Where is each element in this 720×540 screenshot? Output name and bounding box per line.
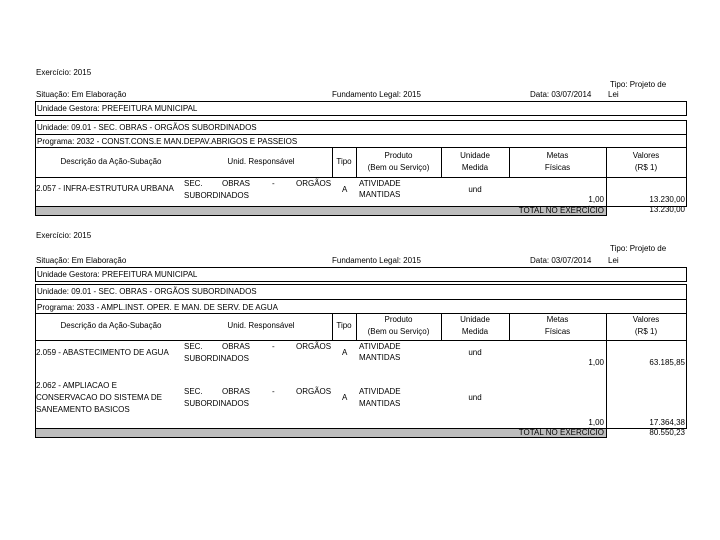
row-resp-a: SEC. [184,342,203,351]
header-descricao: Descrição da Ação-Subação [60,157,162,166]
row-tipo: A [342,185,348,194]
total-value: 80.550,23 [649,428,685,437]
row-valores: 17.364,38 [649,418,685,427]
header-produto-2: (Bem ou Serviço) [367,327,430,336]
row-produto-2: MANTIDAS [359,399,401,408]
row-unidade: und [468,348,482,357]
row-descricao-line-1: 2.062 - AMPLIACAO E [36,381,117,390]
unidade-box [35,120,687,134]
row-descricao-line-3: SANEAMENTO BASICOS [36,405,130,414]
header-metas-1: Metas [546,315,569,324]
header-metas-1: Metas [546,151,569,160]
header-tipo: Tipo [336,157,352,166]
row-resp-a: SEC. [184,387,203,396]
fundamento-label: Fundamento Legal: 2015 [332,90,421,99]
row-resp-a: SEC. [184,179,203,188]
grid-line [35,177,687,178]
grid-line [606,428,687,429]
data-label: Data: 03/07/2014 [530,256,592,265]
header-tipo: Tipo [336,321,352,330]
row-resp-d: ORGÃOS [296,342,332,351]
header-valores-1: Valores [632,151,660,160]
situacao-label: Situação: Em Elaboração [36,90,127,99]
header-metas-2: Físicas [544,163,571,172]
header-unid-resp: Unid. Responsável [227,157,295,166]
row-produto-1: ATIVIDADE [359,179,401,188]
unidade-gestora-label: Unidade Gestora: PREFEITURA MUNICIPAL [37,104,198,113]
row-descricao: 2.057 - INFRA-ESTRUTURA URBANA [36,184,174,193]
situacao-label: Situação: Em Elaboração [36,256,127,265]
row-produto-2: MANTIDAS [359,190,401,199]
grid-line [606,206,687,207]
row-metas: 1,00 [588,358,604,367]
header-descricao: Descrição da Ação-Subação [60,321,162,330]
header-unidade-1: Unidade [460,315,490,324]
data-label: Data: 03/07/2014 [530,90,592,99]
header-valores-1: Valores [632,315,660,324]
fundamento-label: Fundamento Legal: 2015 [332,256,421,265]
row-metas: 1,00 [588,195,604,204]
row-produto-2: MANTIDAS [359,353,401,362]
row-resp-b: OBRAS [222,342,251,351]
header-produto-1: Produto [384,315,413,324]
row-resp-b: OBRAS [222,179,251,188]
row-tipo: A [342,348,348,357]
unidade-gestora-box [35,101,687,116]
row-resp-c: - [272,387,275,396]
unidade-gestora-label: Unidade Gestora: PREFEITURA MUNICIPAL [37,270,198,279]
total-label: TOTAL NO EXERCÍCIO [518,206,604,215]
programa-box [35,134,687,148]
grid-line [35,340,687,341]
row-descricao-line-2: CONSERVACAO DO SISTEMA DE [36,393,162,402]
row-resp-b: OBRAS [222,387,251,396]
row-valores: 13.230,00 [649,195,685,204]
row-descricao: 2.059 - ABASTECIMENTO DE AGUA [36,348,169,357]
header-unid-resp: Unid. Responsável [227,321,295,330]
programa-box [35,299,687,314]
unidade-box [35,284,687,299]
total-bar [35,206,607,216]
total-value: 13.230,00 [649,205,685,214]
header-valores-2: (R$ 1) [634,327,658,336]
unidade-label: Unidade: 09.01 - SEC. OBRAS - ORGÃOS SUBORDINADOS [37,123,257,132]
row-resp-c: - [272,342,275,351]
tipo-label: Tipo: Projeto de [610,244,667,253]
row-resp-d: ORGÃOS [296,387,332,396]
header-unidade-1: Unidade [460,151,490,160]
row-tipo: A [342,393,348,402]
total-label: TOTAL NO EXERCÍCIO [518,428,604,437]
header-valores-2: (R$ 1) [634,163,658,172]
row-unidade: und [468,185,482,194]
lei-label: Lei [608,90,619,99]
unidade-gestora-box [35,267,687,282]
row-valores: 63.185,85 [649,358,685,367]
header-produto-1: Produto [384,151,413,160]
row-resp-e: SUBORDINADOS [184,354,249,363]
row-resp-d: ORGÃOS [296,179,332,188]
programa-label: Programa: 2033 - AMPL.INST. OPER. E MAN. DE SERV. DE AGUA [37,303,278,312]
row-produto-1: ATIVIDADE [359,387,401,396]
row-resp-e: SUBORDINADOS [184,191,249,200]
header-metas-2: Físicas [544,327,571,336]
programa-label: Programa: 2032 - CONST.CONS.E MAN.DEPAV.ABRIGOS E PASSEIOS [37,137,298,146]
exercicio-label: Exercício: 2015 [36,231,92,240]
header-unidade-2: Medida [461,163,489,172]
lei-label: Lei [608,256,619,265]
row-metas: 1,00 [588,418,604,427]
row-resp-e: SUBORDINADOS [184,399,249,408]
header-produto-2: (Bem ou Serviço) [367,163,430,172]
unidade-label: Unidade: 09.01 - SEC. OBRAS - ORGÃOS SUBORDINADOS [37,287,257,296]
tipo-label: Tipo: Projeto de [610,80,667,89]
row-unidade: und [468,393,482,402]
grid-line [686,314,687,428]
total-bar [35,428,607,438]
row-resp-c: - [272,179,275,188]
header-unidade-2: Medida [461,327,489,336]
exercicio-label: Exercício: 2015 [36,68,92,77]
row-produto-1: ATIVIDADE [359,342,401,351]
